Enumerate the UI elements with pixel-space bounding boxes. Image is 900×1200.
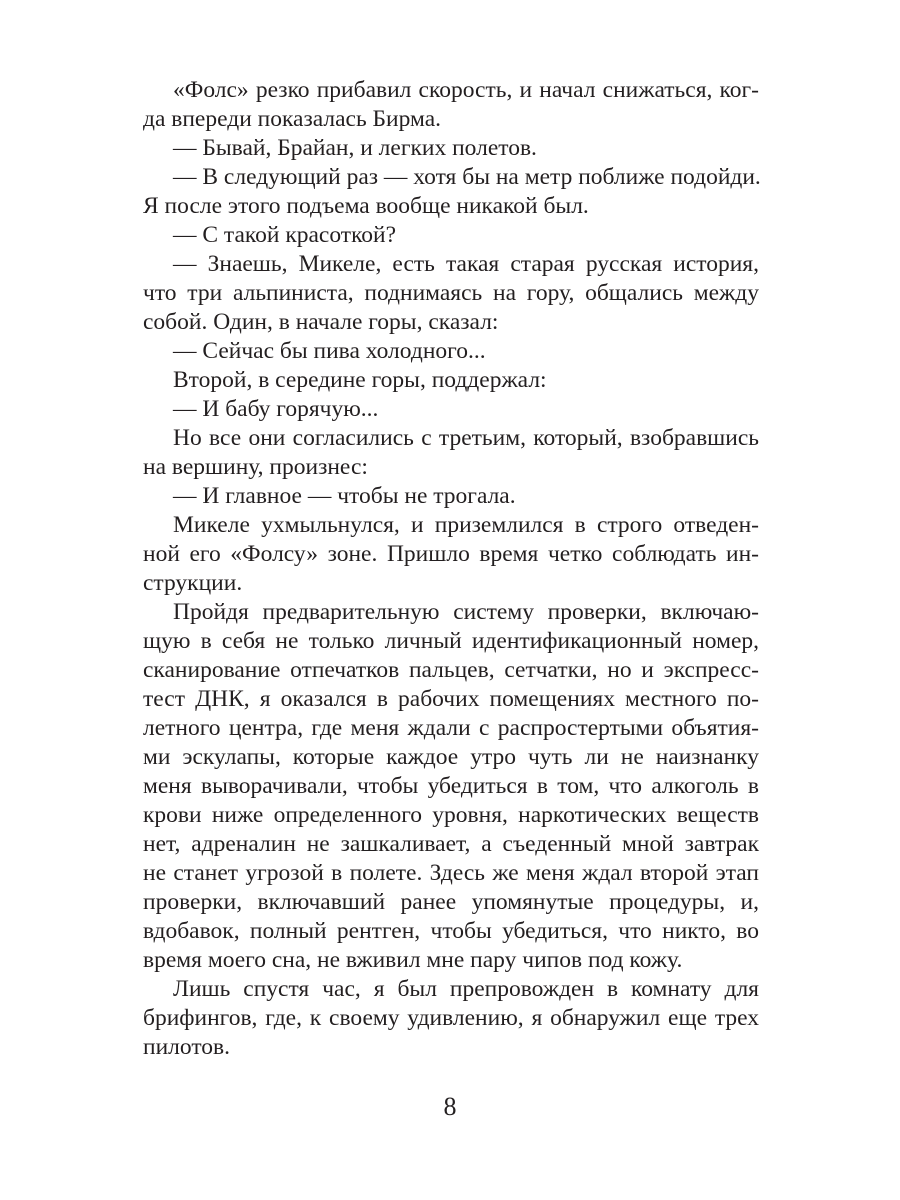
text-line: да впереди показалась Бирма. (143, 106, 442, 132)
text-line: крови ниже определенного уровня, наркотических веществ (143, 802, 759, 828)
text-line: Пройдя предварительную систему проверки, включаю- (173, 599, 759, 625)
text-line: ной его «Фолсу» зоне. Пришло время четко соблюдать ин- (143, 541, 759, 567)
text-line: Второй, в середине горы, поддержал: (173, 367, 547, 393)
text-line: «Фолс» резко прибавил скорость, и начал снижаться, ког- (173, 77, 759, 103)
text-line: время моего сна, не вживил мне пару чипов под кожу. (143, 947, 683, 973)
text-line: собой. Один, в начале горы, сказал: (143, 309, 499, 335)
text-line: — С такой красоткой? (173, 222, 397, 248)
text-line: меня выворачивали, чтобы убедиться в том, что алкоголь в (143, 773, 759, 799)
text-line: Но все они согласились с третьим, который, взобравшись (173, 425, 759, 451)
text-line: тест ДНК, я оказался в рабочих помещениях местного по- (143, 686, 759, 712)
page-body (143, 76, 759, 1062)
text-line: проверки, включавший ранее упомянутые процедуры, и, (143, 889, 759, 915)
text-line: не станет угрозой в полете. Здесь же меня ждал второй этап (143, 860, 759, 886)
text-line: — И бабу горячую... (173, 396, 379, 422)
text-line: летного центра, где меня ждали с распростертыми объятия- (143, 715, 759, 741)
page-number: 8 (443, 1092, 457, 1121)
text-line: — Знаешь, Микеле, есть такая старая русская история, (173, 251, 759, 277)
text-line: брифингов, где, к своему удивлению, я обнаружил еще трех (143, 1005, 759, 1031)
text-line: что три альпиниста, поднимаясь на гору, общались между (143, 280, 759, 306)
text-line: Микеле ухмыльнулся, и приземлился в строго отведен- (173, 512, 759, 538)
text-line: сканирование отпечатков пальцев, сетчатки, но и экспресс- (143, 657, 759, 683)
text-line: ми эскулапы, которые каждое утро чуть ли не наизнанку (143, 744, 759, 770)
text-line: нет, адреналин не зашкаливает, а съеденный мной завтрак (143, 831, 759, 857)
text-line: — Бывай, Брайан, и легких полетов. (173, 135, 537, 161)
text-line: Лишь спустя час, я был препровожден в комнату для (173, 976, 759, 1002)
text-line: — Сейчас бы пива холодного... (173, 338, 486, 364)
text-line: струкции. (143, 570, 243, 596)
text-line: на вершину, произнес: (143, 454, 368, 480)
text-line: Я после этого подъема вообще никакой был. (143, 193, 589, 219)
text-line: щую в себя не только личный идентификационный номер, (143, 628, 759, 654)
text-line: пилотов. (143, 1034, 231, 1060)
text-line: вдобавок, полный рентген, чтобы убедиться, что никто, во (143, 918, 759, 944)
text-line: — И главное — чтобы не трогала. (173, 483, 516, 509)
text-line: — В следующий раз — хотя бы на метр поближе подойди. (173, 164, 761, 190)
